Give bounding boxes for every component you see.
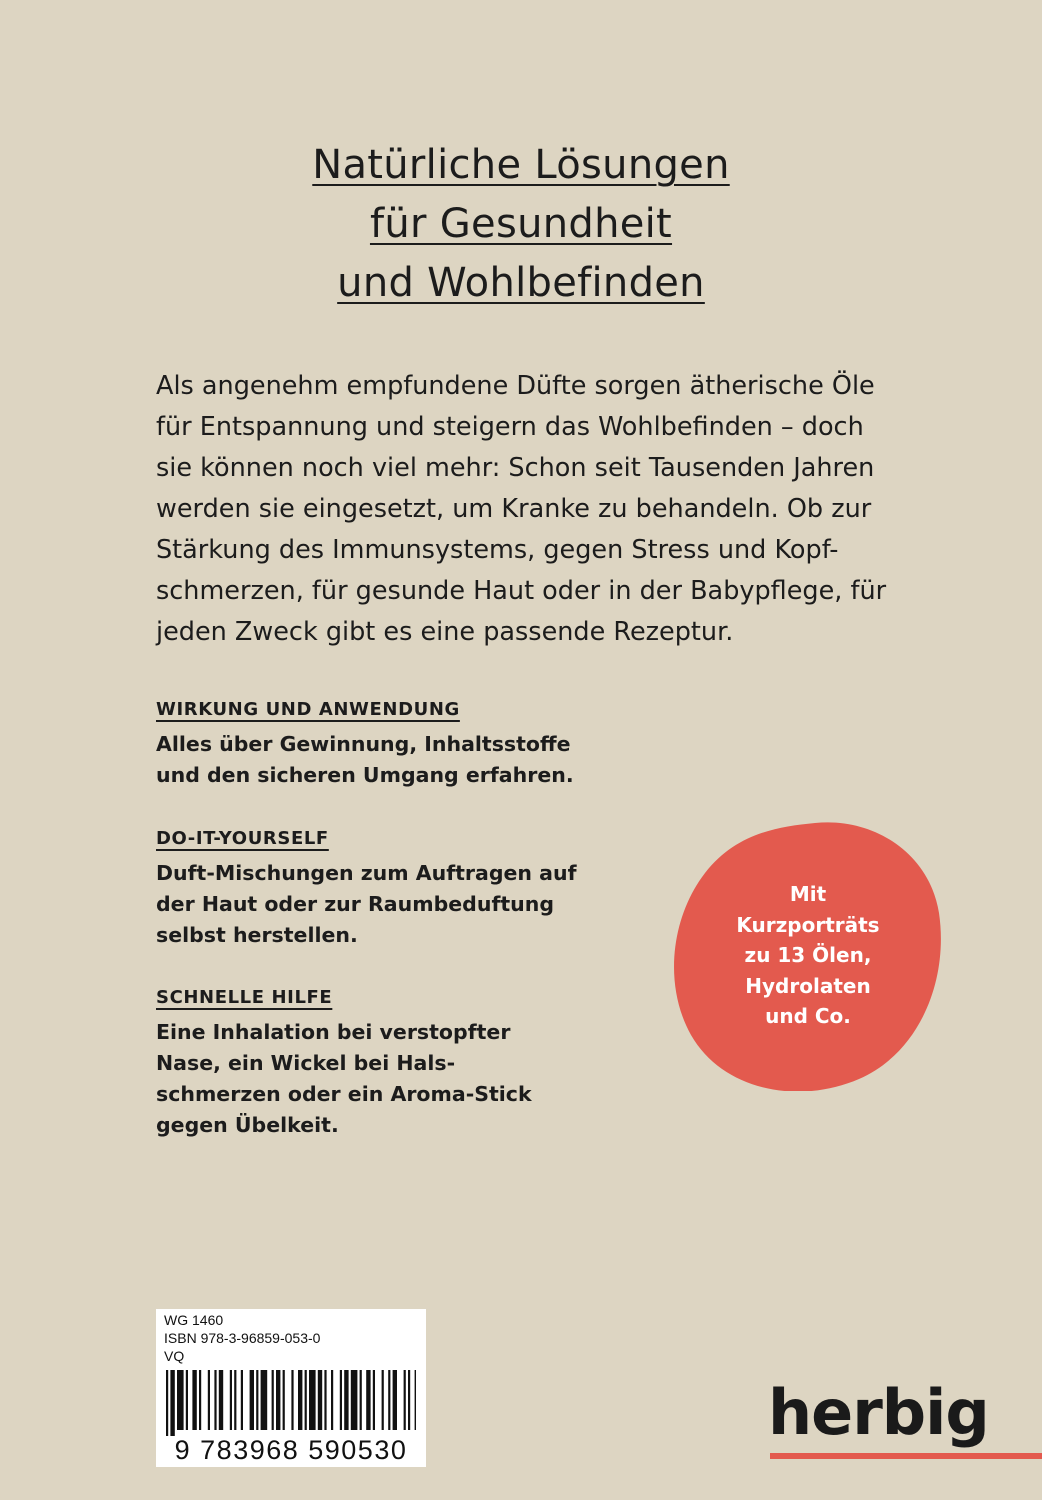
barcode-bar	[340, 1370, 342, 1430]
barcode-number: 9 783968 590530	[174, 1435, 408, 1465]
barcode-bar	[276, 1370, 280, 1430]
section-body-line: schmerzen oder ein Aroma-Stick	[156, 1082, 532, 1106]
section-body-line: Duft-Mischungen zum Auftragen auf	[156, 861, 577, 885]
barcode-bar	[324, 1370, 326, 1430]
barcode-bars	[166, 1370, 416, 1436]
section-heading: DO-IT-YOURSELF	[156, 828, 329, 849]
section-body	[156, 1017, 656, 1141]
barcode-label	[156, 1309, 426, 1467]
badge-line: zu 13 Ölen,	[744, 943, 872, 967]
barcode-isbn: ISBN 978-3-96859-053-0	[164, 1330, 321, 1346]
barcode-bar	[382, 1370, 384, 1430]
barcode-code: VQ	[164, 1348, 185, 1364]
intro-line: Stärkung des Immunsystems, gegen Stress und Kopf-	[156, 535, 839, 565]
intro-line: jeden Zweck gibt es eine passende Rezeptur.	[156, 617, 734, 647]
barcode-bar	[199, 1370, 201, 1430]
section-body-line: Alles über Gewinnung, Inhaltsstoffe	[156, 732, 571, 756]
publisher-logo-underline	[770, 1453, 1042, 1459]
intro-line: sie können noch viel mehr: Schon seit Tausenden Jahren	[156, 453, 875, 483]
badge-line: Hydrolaten	[745, 973, 871, 998]
intro-paragraph	[156, 366, 916, 653]
barcode-bar	[351, 1370, 358, 1430]
section-body-line: gegen Übelkeit.	[156, 1113, 339, 1137]
badge-text	[676, 879, 940, 1032]
intro-line: Als angenehm empfundene Düfte sorgen ätherische Öle	[156, 371, 875, 401]
intro-line: werden sie eingesetzt, um Kranke zu behandeln. Ob zur	[156, 494, 872, 524]
section-body-line: der Haut oder zur Raumbeduftung	[156, 892, 555, 916]
barcode-bar	[208, 1370, 210, 1430]
barcode-bar	[373, 1370, 375, 1430]
barcode-bar	[230, 1370, 232, 1430]
section-diy	[156, 826, 656, 951]
barcode-bar	[309, 1370, 316, 1430]
barcode-bar	[404, 1370, 406, 1430]
barcode-bar	[219, 1370, 223, 1430]
barcode-bar	[331, 1370, 333, 1430]
barcode-bar	[250, 1370, 254, 1430]
barcode-bar	[393, 1370, 397, 1430]
barcode-bar	[256, 1370, 258, 1430]
section-body	[156, 858, 656, 951]
headline-line-2: für Gesundheit	[369, 201, 673, 247]
barcode-bar	[360, 1370, 362, 1430]
barcode-bar	[305, 1370, 307, 1430]
section-body-line: und den sicheren Umgang erfahren.	[156, 763, 574, 787]
barcode-bar	[214, 1370, 216, 1430]
badge-line: Mit	[789, 882, 827, 906]
barcode-bar	[166, 1370, 168, 1436]
intro-line: für Entspannung und steigern das Wohlbefinden – doch	[156, 412, 864, 442]
barcode-bar	[318, 1370, 322, 1430]
badge-line: und Co.	[765, 1004, 851, 1028]
section-body-line: Nase, ein Wickel bei Hals-	[156, 1051, 456, 1075]
barcode-bar	[298, 1370, 302, 1430]
barcode-bar	[408, 1370, 410, 1430]
barcode-wg: WG 1460	[164, 1312, 224, 1328]
section-schnelle-hilfe	[156, 985, 656, 1141]
section-body-line: Eine Inhalation bei verstopfter	[156, 1020, 511, 1044]
barcode-bar	[186, 1370, 188, 1430]
publisher-logo: herbig	[768, 1376, 989, 1449]
barcode-bar	[344, 1370, 348, 1430]
headline-line-3: und Wohlbefinden	[337, 260, 705, 306]
barcode-bar	[366, 1370, 370, 1430]
barcode-bar	[241, 1370, 243, 1430]
headline-line-1: Natürliche Lösungen	[312, 142, 730, 188]
section-wirkung	[156, 697, 656, 791]
barcode-bar	[291, 1370, 293, 1430]
section-body-line: selbst herstellen.	[156, 923, 358, 947]
barcode-bar	[177, 1370, 184, 1430]
headline	[0, 136, 1042, 313]
section-heading: WIRKUNG UND ANWENDUNG	[156, 699, 460, 720]
barcode-bar	[261, 1370, 268, 1430]
barcode-bar	[170, 1370, 174, 1436]
section-heading: SCHNELLE HILFE	[156, 987, 333, 1008]
barcode-bar	[388, 1370, 390, 1430]
barcode-bar	[415, 1370, 416, 1430]
barcode-bar	[192, 1370, 196, 1430]
barcode-bar	[283, 1370, 285, 1430]
badge-line: Kurzporträts	[736, 912, 880, 937]
barcode-bar	[234, 1370, 236, 1430]
section-body	[156, 729, 656, 791]
barcode-bar	[272, 1370, 274, 1430]
intro-line: schmerzen, für gesunde Haut oder in der Babypflege, für	[156, 576, 887, 606]
